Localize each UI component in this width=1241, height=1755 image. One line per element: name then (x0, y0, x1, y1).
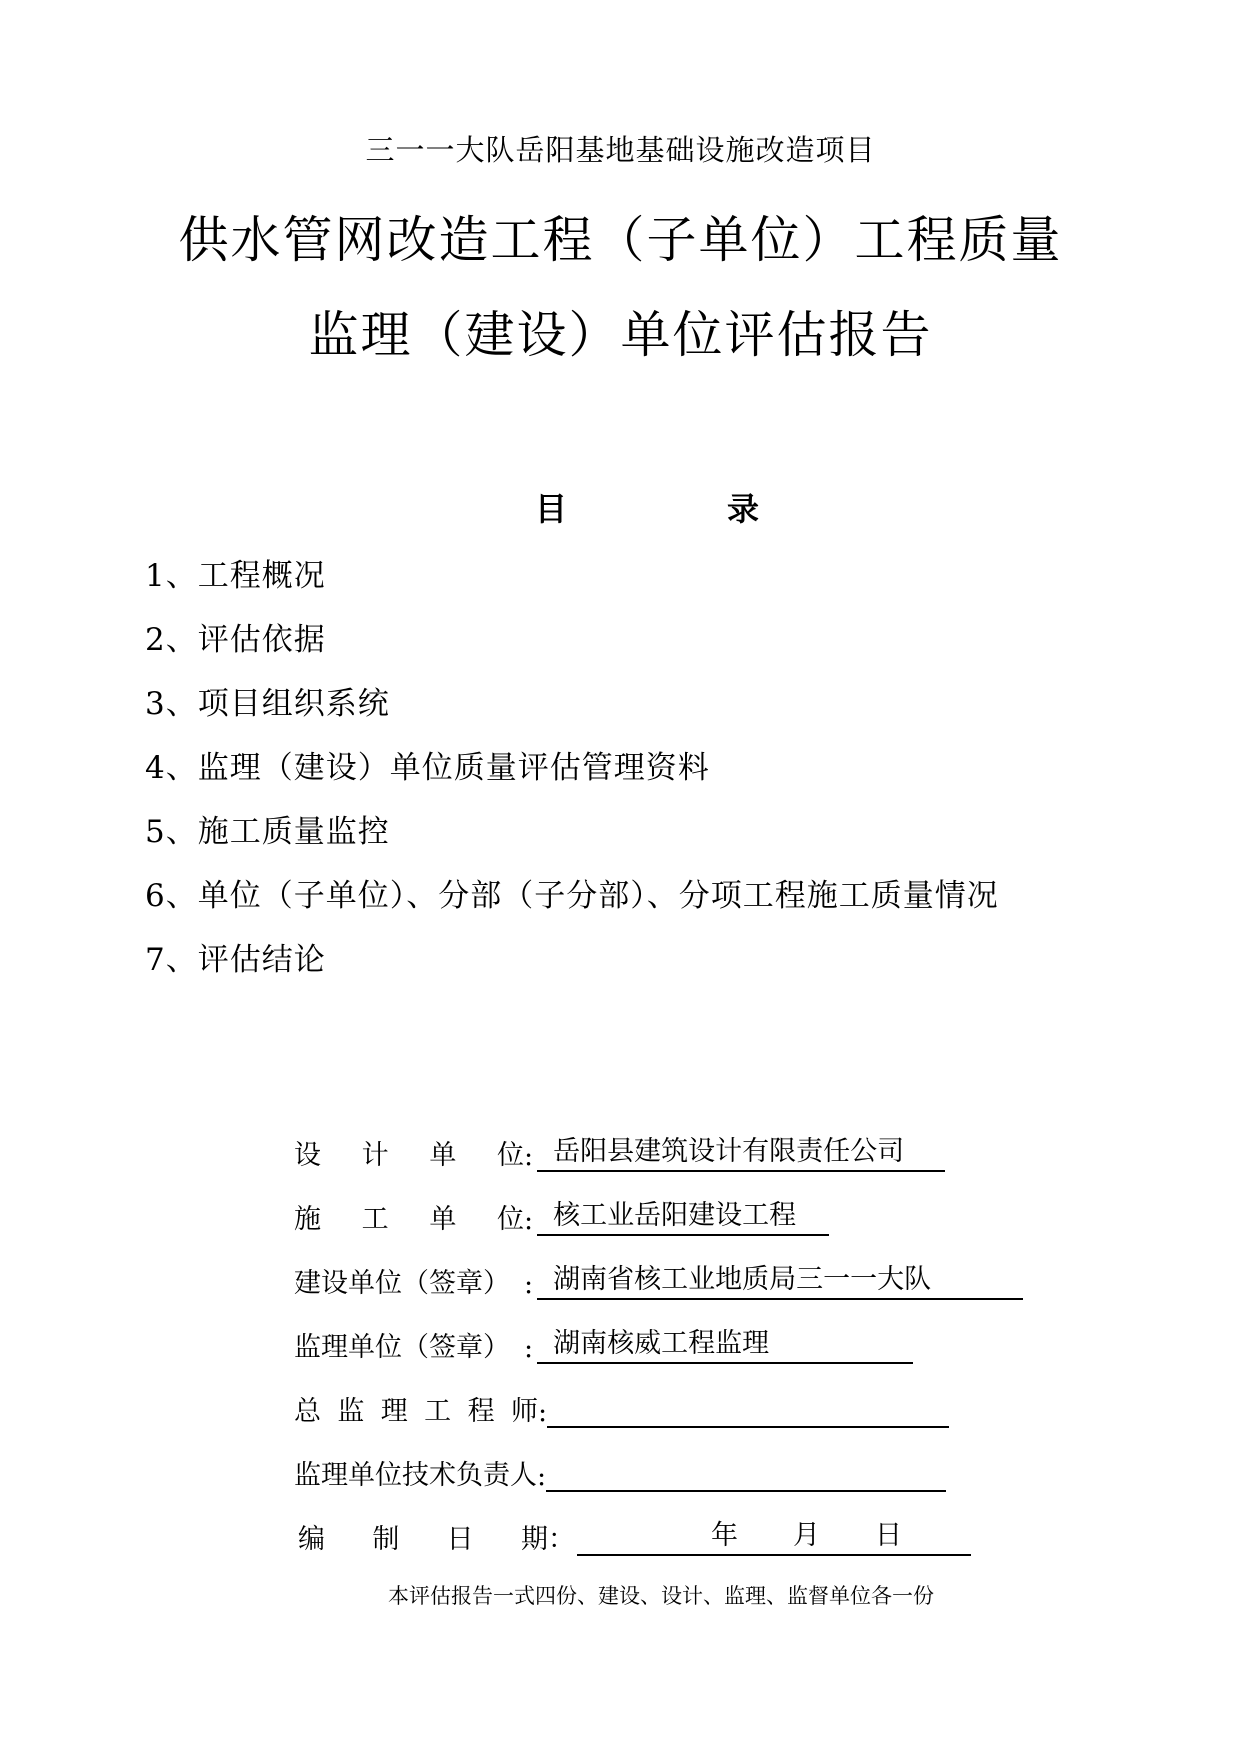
technical-lead-field[interactable] (546, 1458, 946, 1492)
toc-item: 7、评估结论 (145, 942, 326, 978)
label-char: 位 (496, 1140, 524, 1171)
technical-lead-label: 监理单位技术负责人 (294, 1460, 537, 1491)
label-char: 设 (294, 1140, 321, 1171)
label-char: 制 (372, 1524, 400, 1555)
label-char: 师 (510, 1396, 538, 1427)
colon: : (538, 1397, 548, 1428)
toc-item: 4、监理（建设）单位质量评估管理资料 (145, 750, 710, 786)
construction-unit-field[interactable] (537, 1202, 829, 1236)
toc-item: 3、项目组织系统 (145, 686, 390, 722)
label-char: 总 (294, 1396, 321, 1427)
owner-unit-label: 建设单位（签章） (294, 1268, 510, 1299)
toc-heading-right: 录 (727, 490, 760, 528)
design-unit-label (294, 1133, 524, 1172)
toc-item: 5、施工质量监控 (145, 814, 390, 850)
report-title-line1: 供水管网改造工程（子单位）工程质量 (178, 211, 1063, 269)
toc-heading-left: 目 (535, 490, 568, 528)
colon: : (537, 1461, 547, 1492)
label-char: 工 (361, 1204, 389, 1235)
label-char: 理 (380, 1396, 408, 1427)
label-char: 编 (298, 1524, 325, 1555)
label-char: 日 (446, 1524, 474, 1555)
date-label (294, 1517, 548, 1556)
label-char: 工 (424, 1396, 452, 1427)
construction-unit-row (294, 1196, 829, 1236)
owner-unit-value: 湖南省核工业地质局三一一大队 (553, 1264, 932, 1295)
owner-unit-row (294, 1260, 1023, 1300)
design-unit-row (294, 1132, 945, 1172)
supervisor-unit-label: 监理单位（签章） (294, 1332, 510, 1363)
label-char: 位 (496, 1204, 524, 1235)
colon: : (524, 1205, 534, 1236)
footer-note: 本评估报告一式四份、建设、设计、监理、监督单位各一份 (388, 1584, 934, 1608)
owner-unit-field[interactable] (537, 1266, 1023, 1300)
supervisor-unit-row (294, 1324, 913, 1364)
design-unit-value: 岳阳县建筑设计有限责任公司 (553, 1136, 905, 1167)
date-month-label: 月 (793, 1520, 820, 1551)
project-subtitle: 三一一大队岳阳基地基础设施改造项目 (365, 133, 876, 167)
construction-unit-label (294, 1197, 524, 1236)
supervisor-unit-field[interactable] (537, 1330, 913, 1364)
colon: ： (548, 1524, 575, 1555)
date-field[interactable] (577, 1522, 971, 1556)
chief-engineer-field[interactable] (547, 1394, 949, 1428)
toc-item: 1、工程概况 (145, 558, 326, 594)
date-year-label: 年 (711, 1520, 738, 1551)
date-day-label: 日 (875, 1520, 902, 1551)
label-char: 期 (520, 1524, 548, 1555)
toc-item: 6、单位（子单位）、分部（子分部）、分项工程施工质量情况 (145, 878, 999, 914)
colon: : (524, 1141, 534, 1172)
label-char: 监 (337, 1396, 365, 1427)
colon: : (524, 1333, 534, 1364)
label-char: 施 (294, 1204, 321, 1235)
label-char: 单 (429, 1204, 457, 1235)
label-char: 计 (361, 1140, 389, 1171)
toc-item: 2、评估依据 (145, 622, 326, 658)
chief-engineer-row (294, 1388, 949, 1428)
construction-unit-value: 核工业岳阳建设工程 (553, 1200, 797, 1231)
label-char: 单 (429, 1140, 457, 1171)
colon: : (524, 1269, 534, 1300)
label-char: 程 (467, 1396, 495, 1427)
report-title-line2: 监理（建设）单位评估报告 (308, 306, 933, 364)
technical-lead-row (294, 1452, 946, 1492)
design-unit-field[interactable] (537, 1138, 945, 1172)
chief-engineer-label (294, 1389, 538, 1428)
supervisor-unit-value: 湖南核威工程监理 (553, 1328, 770, 1359)
date-row (294, 1516, 971, 1556)
